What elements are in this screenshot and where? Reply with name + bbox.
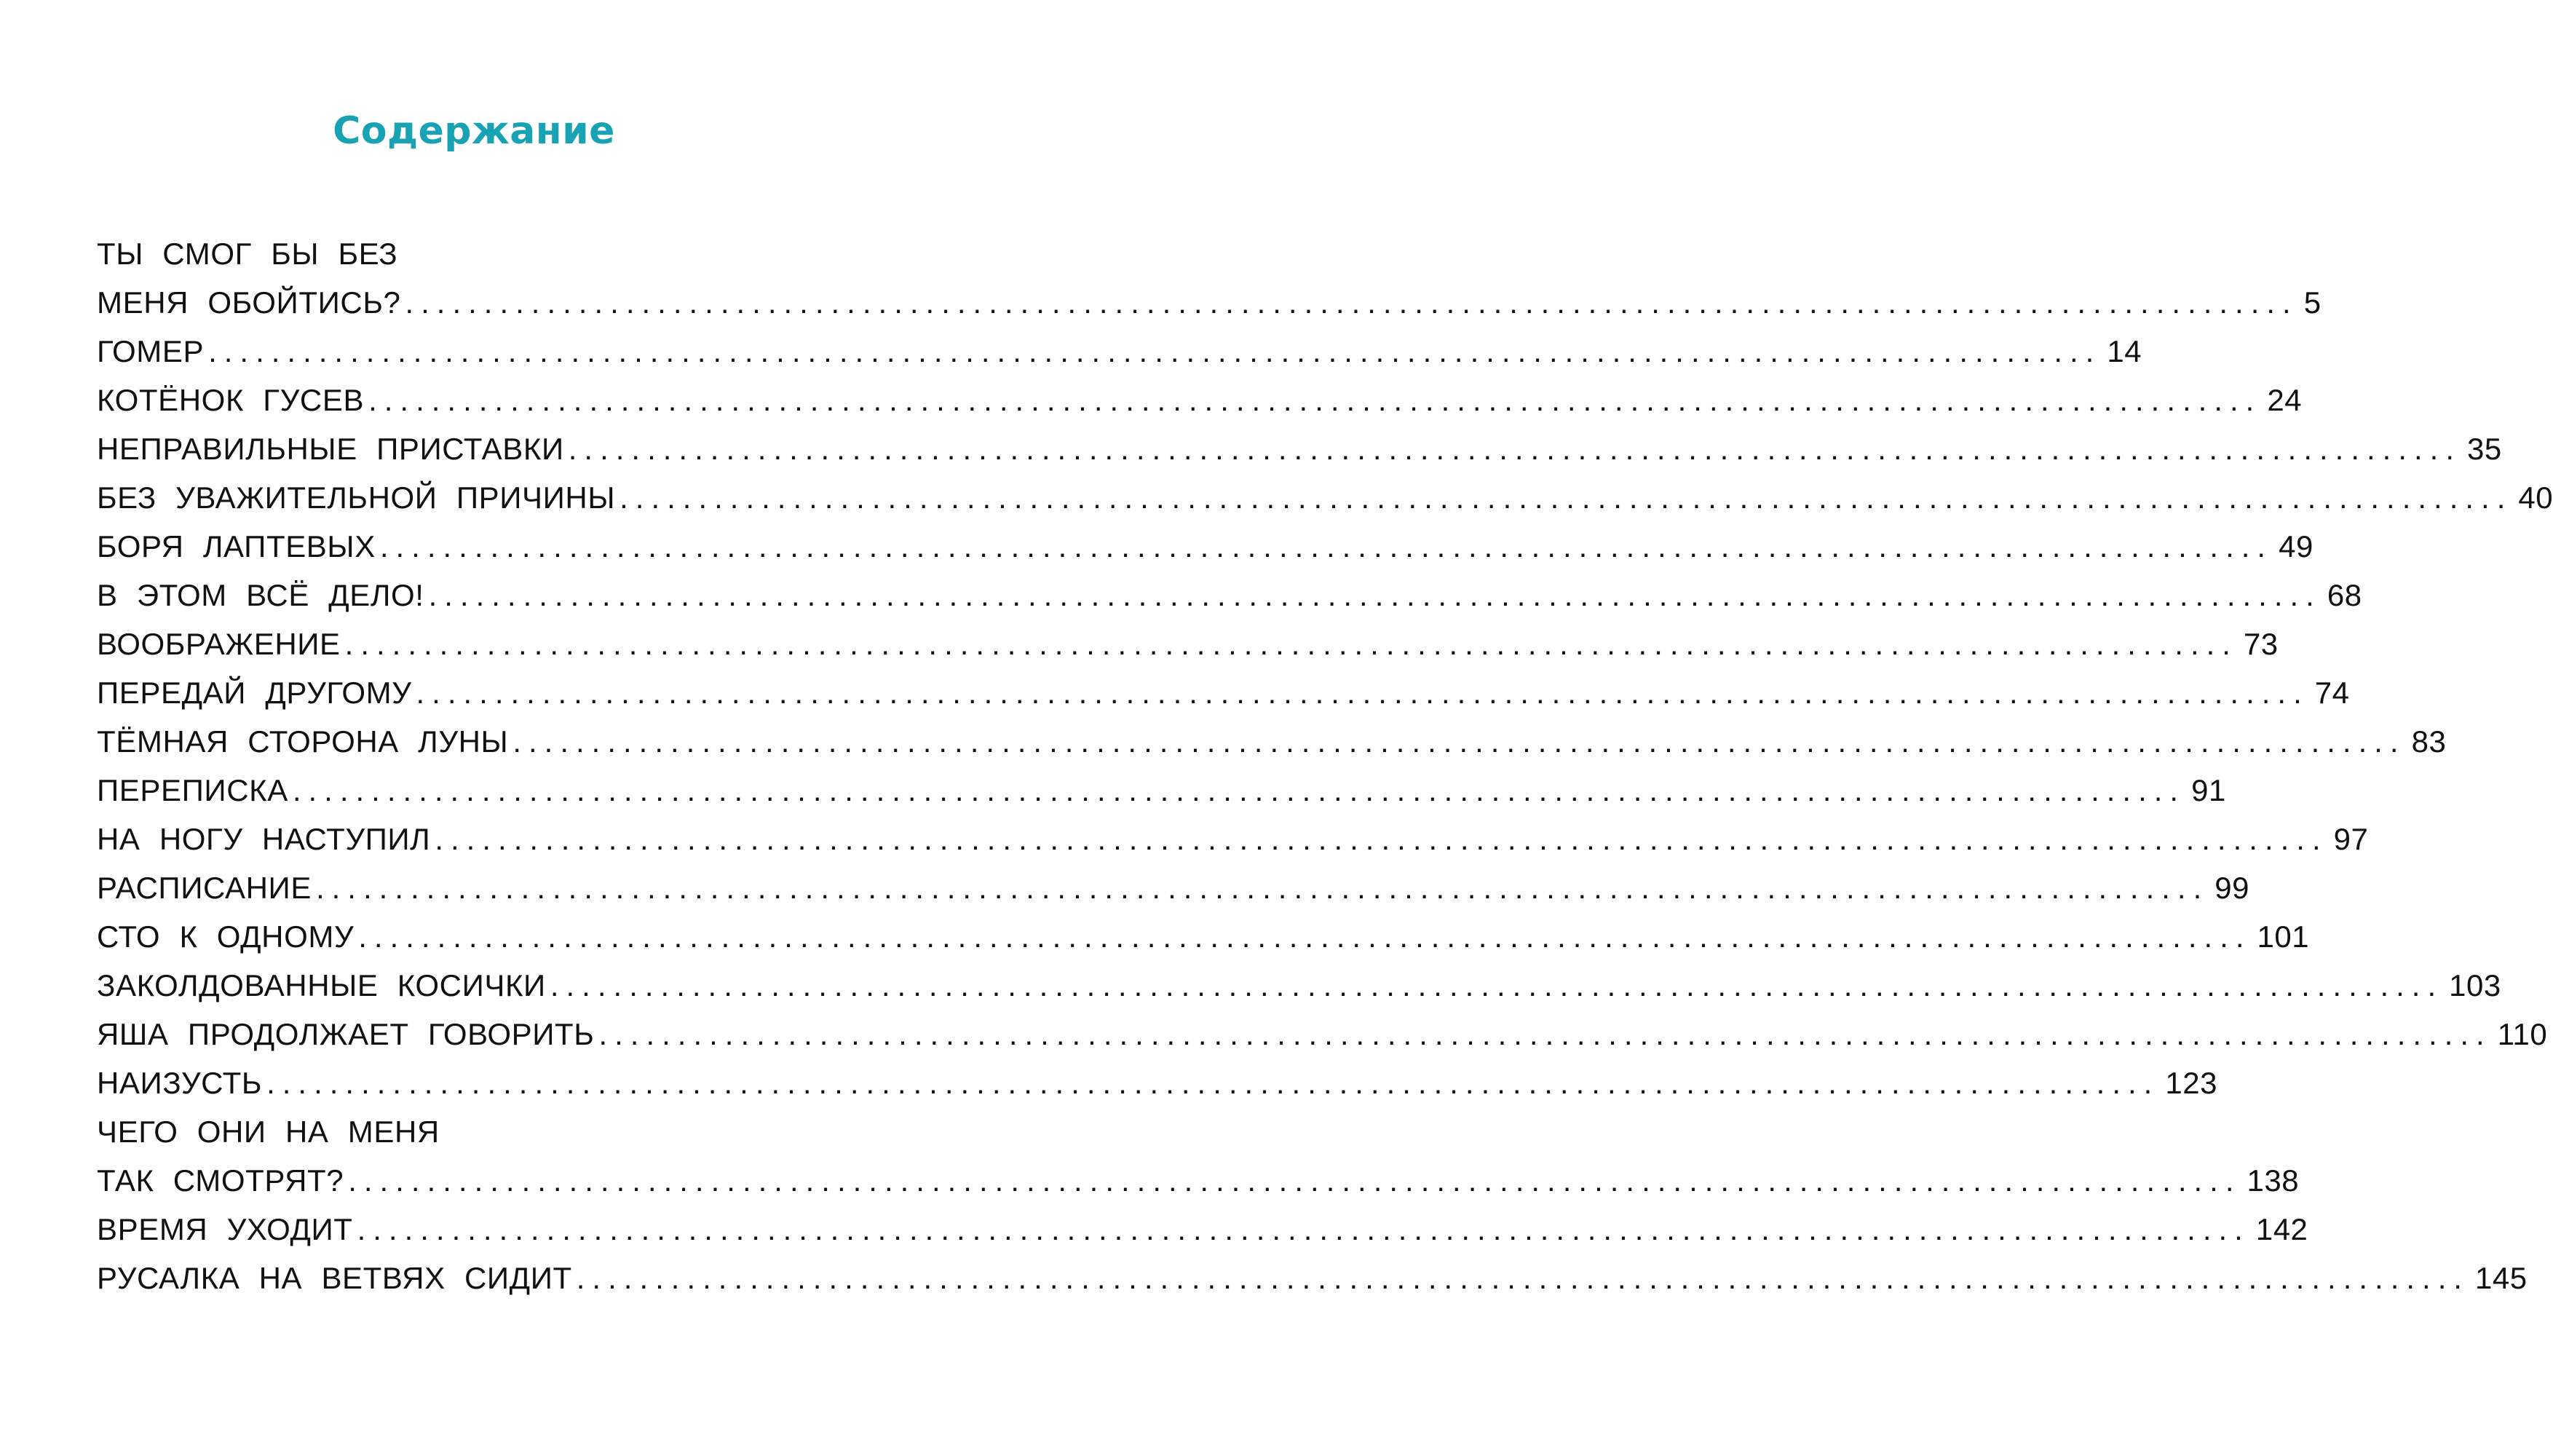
toc-line xyxy=(97,424,2502,473)
toc-page-number: 110 xyxy=(2497,1017,2548,1051)
toc-line xyxy=(97,376,2303,424)
toc-page-number: 99 xyxy=(2214,871,2249,905)
toc-page-number: 5 xyxy=(2303,285,2322,320)
toc-entry-title: ТЫ СМОГ БЫ БЕЗ xyxy=(97,237,398,271)
toc-entry[interactable] xyxy=(97,815,2369,863)
toc-entry-title: БЕЗ УВАЖИТЕЛЬНОЙ ПРИЧИНЫ xyxy=(97,480,616,515)
toc-entry-title: ПЕРЕДАЙ ДРУГОМУ xyxy=(97,676,412,710)
toc-entry-title: ВРЕМЯ УХОДИТ xyxy=(97,1212,353,1246)
toc-page-number: 83 xyxy=(2411,724,2447,759)
toc-entry-title: СТО К ОДНОМУ xyxy=(97,919,355,954)
toc-entry[interactable] xyxy=(97,1107,2300,1205)
toc-line xyxy=(97,1205,2308,1254)
toc-line xyxy=(97,961,2501,1010)
toc-dot-leader: ........................................................................................................................ xyxy=(358,919,2252,954)
page-title: Содержание xyxy=(333,109,615,153)
toc-page-number: 101 xyxy=(2257,919,2310,954)
toc-line xyxy=(97,668,2350,717)
toc-entry[interactable] xyxy=(97,376,2303,424)
toc-dot-leader: ........................................................................................................................ xyxy=(208,334,2102,368)
toc-page-number: 40 xyxy=(2518,480,2553,515)
toc-entry[interactable] xyxy=(97,424,2502,473)
toc-entry-title: БОРЯ ЛАПТЕВЫХ xyxy=(97,529,376,563)
toc-page-number: 138 xyxy=(2247,1163,2300,1198)
toc-entry[interactable] xyxy=(97,1254,2528,1302)
table-of-contents xyxy=(97,229,2553,1302)
toc-line xyxy=(97,1059,2217,1107)
toc-entry-title: МЕНЯ ОБОЙТИСЬ? xyxy=(97,285,401,320)
toc-line xyxy=(97,1010,2548,1059)
toc-line xyxy=(97,229,836,278)
toc-page-number: 14 xyxy=(2107,334,2142,368)
toc-entry[interactable] xyxy=(97,766,2226,815)
toc-dot-leader: ........................................................................................................................ xyxy=(512,724,2406,759)
toc-line xyxy=(97,327,2142,376)
toc-line xyxy=(97,1254,2528,1302)
toc-dot-leader: ........................................................................................................................ xyxy=(405,285,2298,320)
toc-dot-leader: ........................................................................................................................ xyxy=(428,578,2322,612)
toc-page-number: 103 xyxy=(2449,968,2501,1002)
toc-page-number: 73 xyxy=(2243,627,2279,661)
toc-line xyxy=(97,571,2362,620)
toc-entry-title: ЯША ПРОДОЛЖАЕТ ГОВОРИТЬ xyxy=(97,1017,595,1051)
toc-dot-leader: ........................................................................................................................ xyxy=(435,822,2328,856)
toc-dot-leader: ........................................................................................................................ xyxy=(292,773,2186,807)
toc-line xyxy=(97,863,2249,912)
toc-entry-title: НАИЗУСТЬ xyxy=(97,1066,263,1100)
toc-entry[interactable] xyxy=(97,229,2322,327)
toc-page-number: 68 xyxy=(2327,578,2362,612)
toc-line xyxy=(97,473,2553,522)
toc-entry[interactable] xyxy=(97,668,2350,717)
toc-dot-leader: ........................................................................................................................ xyxy=(416,676,2309,710)
toc-entry[interactable] xyxy=(97,473,2553,522)
toc-entry-title: ЗАКОЛДОВАННЫЕ КОСИЧКИ xyxy=(97,968,546,1002)
toc-entry[interactable] xyxy=(97,327,2142,376)
toc-line xyxy=(97,815,2369,863)
toc-entry[interactable] xyxy=(97,1059,2217,1107)
toc-entry[interactable] xyxy=(97,961,2501,1010)
toc-dot-leader: ........................................................................................................................ xyxy=(379,529,2273,563)
toc-dot-leader: ........................................................................................................................ xyxy=(357,1212,2250,1246)
toc-entry-title: ВООБРАЖЕНИЕ xyxy=(97,627,341,661)
toc-page-number: 35 xyxy=(2467,432,2502,466)
toc-dot-leader: ........................................................................................................................ xyxy=(568,432,2462,466)
toc-entry[interactable] xyxy=(97,863,2249,912)
toc-page-number: 97 xyxy=(2333,822,2369,856)
toc-page-number: 74 xyxy=(2314,676,2350,710)
toc-entry-title: ГОМЕР xyxy=(97,334,205,368)
toc-line xyxy=(97,766,2226,815)
toc-page-number: 142 xyxy=(2255,1212,2308,1246)
toc-entry[interactable] xyxy=(97,522,2313,571)
toc-entry[interactable] xyxy=(97,620,2279,668)
toc-page-number: 145 xyxy=(2475,1261,2528,1295)
toc-line xyxy=(97,522,2313,571)
toc-dot-leader: ........................................................................................................................ xyxy=(344,627,2238,661)
toc-entry-title: РУСАЛКА НА ВЕТВЯХ СИДИТ xyxy=(97,1261,572,1295)
toc-entry[interactable] xyxy=(97,1010,2548,1059)
toc-entry-title: ТАК СМОТРЯТ? xyxy=(97,1163,344,1198)
toc-page-number: 91 xyxy=(2191,773,2226,807)
toc-entry-title: НА НОГУ НАСТУПИЛ xyxy=(97,822,431,856)
toc-dot-leader: ........................................................................................................................ xyxy=(620,480,2513,515)
toc-entry[interactable] xyxy=(97,717,2447,766)
toc-dot-leader: ........................................................................................................................ xyxy=(576,1261,2470,1295)
toc-entry-title: ТЁМНАЯ СТОРОНА ЛУНЫ xyxy=(97,724,509,759)
toc-dot-leader: ........................................................................................................................ xyxy=(348,1163,2241,1198)
toc-line xyxy=(97,278,2322,327)
toc-entry[interactable] xyxy=(97,1205,2308,1254)
toc-entry-title: В ЭТОМ ВСЁ ДЕЛО! xyxy=(97,578,424,612)
toc-entry-title: НЕПРАВИЛЬНЫЕ ПРИСТАВКИ xyxy=(97,432,564,466)
toc-entry-title: РАСПИСАНИЕ xyxy=(97,871,312,905)
toc-page-number: 123 xyxy=(2165,1066,2217,1100)
toc-entry-title: ПЕРЕПИСКА xyxy=(97,773,288,807)
toc-entry[interactable] xyxy=(97,912,2310,961)
toc-page-number: 24 xyxy=(2267,383,2303,417)
toc-dot-leader: ........................................................................................................................ xyxy=(598,1017,2492,1051)
toc-page-number: 49 xyxy=(2279,529,2313,563)
toc-dot-leader: ........................................................................................................................ xyxy=(368,383,2262,417)
toc-entry-title: ЧЕГО ОНИ НА МЕНЯ xyxy=(97,1115,440,1149)
toc-line xyxy=(97,620,2279,668)
toc-dot-leader: ........................................................................................................................ xyxy=(550,968,2444,1002)
toc-dot-leader: ........................................................................................................................ xyxy=(315,871,2209,905)
toc-line xyxy=(97,717,2447,766)
toc-line xyxy=(97,1107,836,1156)
toc-entry-title: КОТЁНОК ГУСЕВ xyxy=(97,383,365,417)
toc-line xyxy=(97,1156,2300,1205)
toc-entry[interactable] xyxy=(97,571,2362,620)
toc-line xyxy=(97,912,2310,961)
toc-dot-leader: ........................................................................................................................ xyxy=(266,1066,2160,1100)
